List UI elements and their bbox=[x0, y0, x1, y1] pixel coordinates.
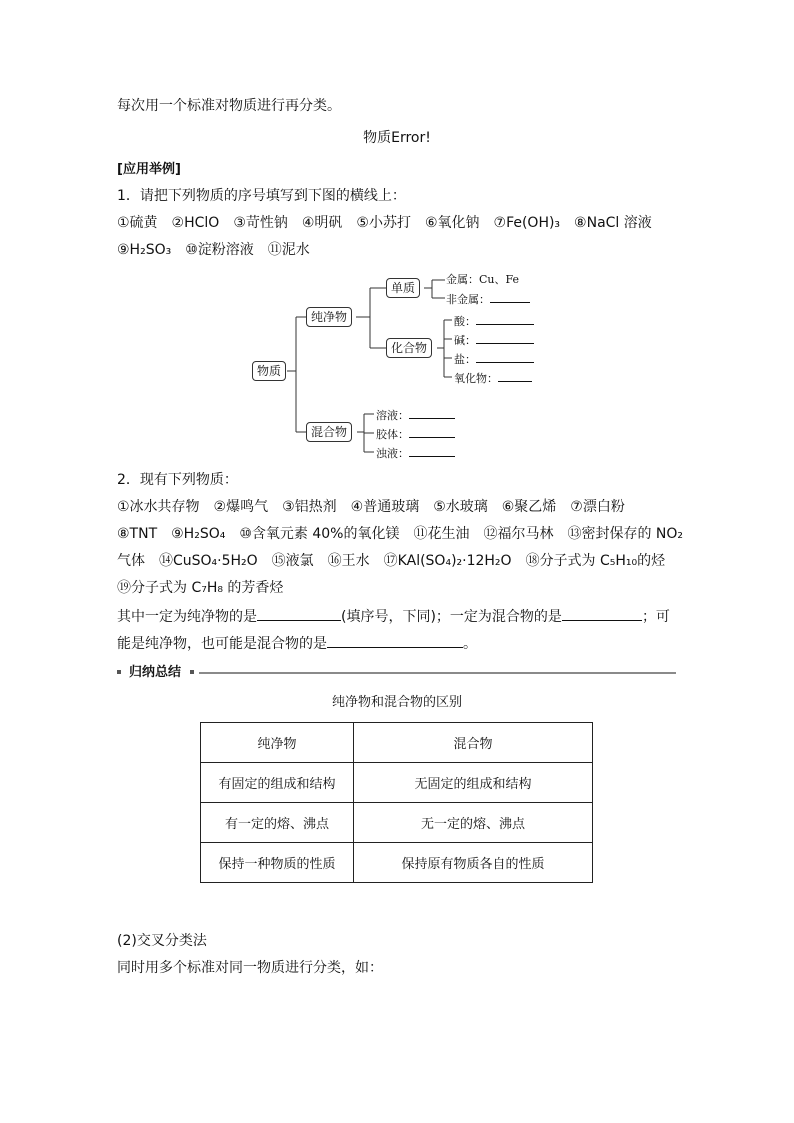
either-answer-blank[interactable] bbox=[327, 633, 463, 648]
comparison-table bbox=[200, 722, 593, 883]
header-mixture: 混合物 bbox=[354, 723, 593, 763]
mixture-answer-blank[interactable] bbox=[562, 606, 642, 621]
metal-leaf bbox=[446, 273, 519, 287]
solution-blank[interactable] bbox=[409, 407, 455, 419]
table-row bbox=[201, 763, 593, 803]
ask-either-label: 能是纯净物，也可能是混合物的是 bbox=[117, 636, 327, 652]
solution-label: 溶液： bbox=[376, 409, 409, 422]
base-blank[interactable] bbox=[476, 332, 534, 344]
colloid-label: 胶体： bbox=[376, 428, 409, 441]
acid-blank[interactable] bbox=[476, 313, 534, 325]
oxide-leaf bbox=[454, 370, 532, 386]
compound-node: 化合物 bbox=[386, 338, 432, 358]
q2-prompt: 2．现有下列物质： bbox=[117, 472, 238, 488]
oxide-blank[interactable] bbox=[498, 370, 532, 382]
suspension-blank[interactable] bbox=[409, 445, 455, 457]
pure-answer-blank[interactable] bbox=[257, 606, 341, 621]
mixture-node: 混合物 bbox=[306, 422, 352, 442]
bullet-square-icon bbox=[117, 670, 121, 674]
q2-line3: 气体 ⑭CuSO₄·5H₂O ⑮液氯 ⑯王水 ⑰KAl(SO₄)₂·12H₂O ⑱分子式为 C₅H₁₀的烃 bbox=[117, 553, 666, 569]
table-cell: 无一定的熔、沸点 bbox=[354, 803, 593, 843]
element-node: 单质 bbox=[386, 278, 420, 298]
q2-question-line2 bbox=[117, 633, 477, 654]
table-cell: 无固定的组成和结构 bbox=[354, 763, 593, 803]
table-row bbox=[201, 843, 593, 883]
table-row bbox=[201, 803, 593, 843]
acid-leaf bbox=[454, 313, 534, 329]
q2-line2: ⑧TNT ⑨H₂SO₄ ⑩含氧元素 40%的氧化镁 ⑪花生油 ⑫福尔马林 ⑬密封保存的 NO₂ bbox=[117, 526, 684, 542]
cross-classification-text: 同时用多个标准对同一物质进行分类，如： bbox=[117, 960, 383, 976]
bullet-square-icon bbox=[190, 670, 194, 674]
suspension-leaf bbox=[376, 445, 455, 461]
table-cell: 有固定的组成和结构 bbox=[201, 763, 354, 803]
base-label: 碱： bbox=[454, 334, 476, 347]
solution-leaf bbox=[376, 407, 455, 423]
ask-mixture-label: (填序号，下同)；一定为混合物的是 bbox=[341, 609, 562, 625]
summary-bar bbox=[117, 664, 676, 682]
summary-title: 归纳总结 bbox=[129, 665, 182, 680]
salt-label: 盐： bbox=[454, 353, 476, 366]
table-cell: 保持原有物质各自的性质 bbox=[354, 843, 593, 883]
q1-items-line1: ①硫黄 ②HClO ③苛性钠 ④明矾 ⑤小苏打 ⑥氧化钠 ⑦Fe(OH)₃ ⑧NaCl 溶液 bbox=[117, 215, 652, 231]
formula-placeholder: 物质Error! bbox=[363, 130, 431, 146]
nonmetal-blank[interactable] bbox=[490, 291, 530, 303]
metal-label: 金属：Cu、Fe bbox=[446, 273, 520, 286]
salt-blank[interactable] bbox=[476, 351, 534, 363]
table-header-row bbox=[201, 723, 593, 763]
section-tag: [应用举例] bbox=[117, 162, 181, 177]
table-cell: 有一定的熔、沸点 bbox=[201, 803, 354, 843]
table-cell: 保持一种物质的性质 bbox=[201, 843, 354, 883]
header-pure: 纯净物 bbox=[201, 723, 354, 763]
pure-substance-node: 纯净物 bbox=[306, 307, 352, 327]
suspension-label: 浊液： bbox=[376, 447, 409, 460]
q2-question-line1 bbox=[117, 606, 670, 627]
q2-line1: ①冰水共存物 ②爆鸣气 ③铝热剂 ④普通玻璃 ⑤水玻璃 ⑥聚乙烯 ⑦漂白粉 bbox=[117, 499, 625, 515]
intro-text: 每次用一个标准对物质进行再分类。 bbox=[117, 98, 341, 114]
salt-leaf bbox=[454, 351, 534, 367]
q2-line4: ⑲分子式为 C₇H₈ 的芳香烃 bbox=[117, 580, 284, 596]
nonmetal-label: 非金属： bbox=[446, 293, 490, 306]
summary-divider bbox=[199, 672, 676, 674]
q1-prompt: 1．请把下列物质的序号填写到下图的横线上： bbox=[117, 188, 406, 204]
ask-pure-label: 其中一定为纯净物的是 bbox=[117, 609, 257, 625]
acid-label: 酸： bbox=[454, 315, 476, 328]
tree-connectors bbox=[0, 0, 794, 470]
ask-tail: ；可 bbox=[641, 609, 670, 625]
colloid-blank[interactable] bbox=[409, 426, 455, 438]
table-title: 纯净物和混合物的区别 bbox=[331, 695, 462, 710]
colloid-leaf bbox=[376, 426, 455, 442]
tree-root-node: 物质 bbox=[252, 361, 286, 381]
cross-classification-heading: (2)交叉分类法 bbox=[117, 933, 207, 949]
ask-end: 。 bbox=[463, 636, 477, 652]
nonmetal-leaf bbox=[446, 291, 530, 307]
q1-items-line2: ⑨H₂SO₃ ⑩淀粉溶液 ⑪泥水 bbox=[117, 242, 310, 258]
oxide-label: 氧化物： bbox=[454, 372, 498, 385]
base-leaf bbox=[454, 332, 534, 348]
